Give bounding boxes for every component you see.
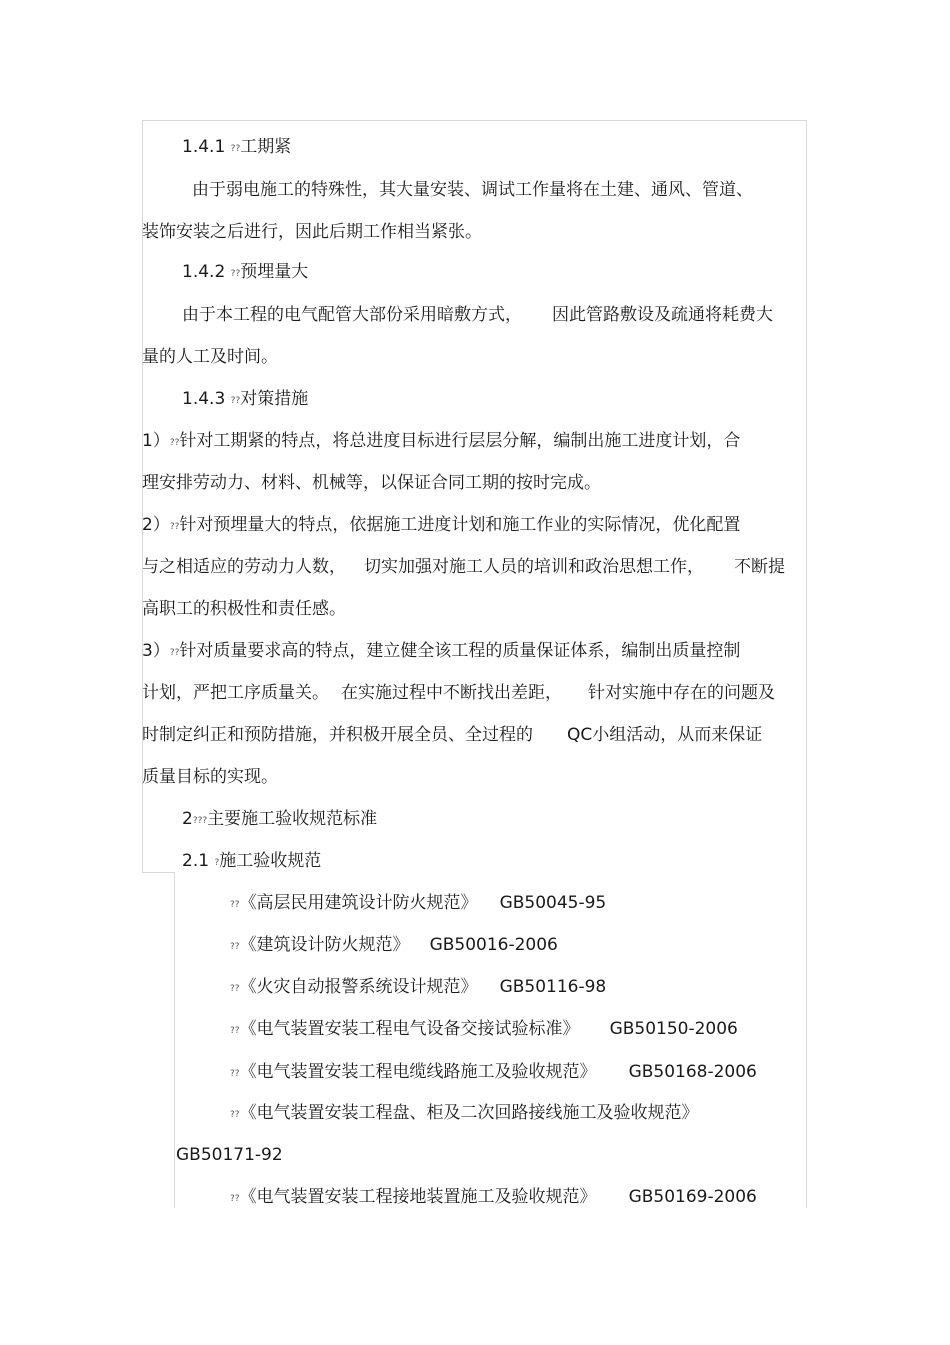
section-number: 1.4.3	[182, 389, 226, 409]
text-segment: 针对质量要求高的特点，建立健全该工程的质量保证体系，编制出质量控制	[179, 641, 741, 661]
placeholder-mark: ??	[230, 269, 241, 279]
measure-3-line	[142, 640, 740, 664]
measure-2-line	[142, 556, 785, 578]
list-number: 2）	[142, 515, 170, 535]
standard-item	[230, 1186, 757, 1210]
standard-code: GB50016-2006	[429, 935, 558, 955]
placeholder-mark: ??	[169, 438, 180, 448]
measure-2-line: 高职工的积极性和责任感。	[142, 599, 346, 619]
standard-code: GB50116-98	[499, 977, 607, 997]
placeholder-mark: ??	[230, 942, 240, 952]
standard-name: 《建筑设计防火规范》	[239, 935, 410, 955]
section-title: 预埋量大	[240, 262, 309, 282]
heading-1-4-2	[182, 261, 308, 285]
standard-name: 《电气装置安装工程电缆线路施工及验收规范》	[239, 1062, 597, 1082]
placeholder-mark: ??	[230, 900, 240, 910]
placeholder-mark: ??	[230, 144, 241, 154]
standard-code: GB50168-2006	[628, 1062, 757, 1082]
standard-code: GB50169-2006	[628, 1187, 757, 1207]
frame-step-border	[142, 872, 174, 873]
paragraph-line: 由于弱电施工的特殊性，其大量安装、调试工作量将在土建、通风、管道、	[192, 180, 753, 200]
section-number: 2	[182, 809, 193, 829]
section-number: 2.1	[182, 851, 210, 871]
text-segment: QC小组活动，从而来保证	[567, 725, 763, 745]
measure-1-line	[142, 430, 740, 454]
text-segment: 在实施过程中不断找出差距，	[341, 683, 562, 703]
section-title: 对策措施	[240, 389, 309, 409]
text-segment: 与之相适应的劳动力人数，	[142, 557, 346, 577]
frame-top-border	[142, 120, 807, 121]
measure-2-line	[142, 514, 740, 538]
standard-name: 《电气装置安装工程接地装置施工及验收规范》	[239, 1187, 597, 1207]
standard-code: GB50150-2006	[609, 1019, 738, 1039]
heading-2-1	[182, 850, 321, 874]
placeholder-mark: ??	[230, 1026, 240, 1036]
text-segment: 计划，严把工序质量关。	[142, 683, 329, 703]
placeholder-mark: ?	[214, 858, 220, 868]
placeholder-mark: ???	[192, 816, 208, 826]
section-number: 1.4.2	[182, 262, 226, 282]
standard-item	[230, 934, 558, 958]
list-number: 1）	[142, 431, 170, 451]
standard-code: GB50045-95	[499, 893, 607, 913]
standard-item	[230, 976, 606, 1000]
text-segment: 切实加强对施工人员的培训和政治思想工作，	[364, 557, 704, 577]
section-title: 主要施工验收规范标准	[207, 809, 378, 829]
standard-item	[230, 1061, 757, 1085]
standard-item	[230, 892, 606, 916]
placeholder-mark: ??	[230, 1110, 240, 1120]
section-title: 工期紧	[240, 137, 292, 157]
standard-item	[230, 1018, 738, 1042]
placeholder-mark: ??	[230, 396, 241, 406]
paragraph-line	[182, 304, 773, 326]
section-title: 施工验收规范	[219, 851, 322, 871]
paragraph-line: 装饰安装之后进行，因此后期工作相当紧张。	[142, 222, 482, 242]
standard-name: 《火灾自动报警系统设计规范》	[239, 977, 478, 997]
heading-2	[182, 808, 377, 832]
placeholder-mark: ??	[230, 1069, 240, 1079]
text-segment: 时制定纠正和预防措施，并积极开展全员、全过程的	[142, 725, 533, 745]
text-segment: 针对实施中存在的问题及	[588, 683, 775, 703]
heading-1-4-3	[182, 388, 308, 412]
section-number: 1.4.1	[182, 137, 226, 157]
standard-item	[230, 1102, 699, 1126]
placeholder-mark: ??	[169, 522, 180, 532]
standard-name: 《高层民用建筑设计防火规范》	[239, 893, 478, 913]
placeholder-mark: ??	[169, 648, 180, 658]
frame-left-border-lower	[174, 872, 175, 1208]
text-segment: 针对工期紧的特点，将总进度目标进行层层分解，编制出施工进度计划，合	[179, 431, 741, 451]
text-segment: 由于本工程的电气配管大部份采用暗敷方式，	[182, 305, 522, 325]
text-segment: 针对预埋量大的特点，依据施工进度计划和施工作业的实际情况，优化配置	[179, 515, 741, 535]
frame-right-border	[806, 120, 807, 1208]
placeholder-mark: ??	[230, 1194, 240, 1204]
paragraph-line: 量的人工及时间。	[142, 347, 278, 367]
placeholder-mark: ??	[230, 984, 240, 994]
measure-3-line	[142, 724, 762, 746]
text-segment: 因此管路敷设及疏通将耗费大	[552, 305, 773, 325]
list-number: 3）	[142, 641, 170, 661]
standard-code-wrapped: GB50171-92	[176, 1145, 283, 1165]
measure-3-line: 质量目标的实现。	[142, 767, 278, 787]
measure-1-line: 理安排劳动力、材料、机械等，以保证合同工期的按时完成。	[142, 473, 601, 493]
measure-3-line	[142, 682, 775, 704]
standard-name: 《电气装置安装工程电气设备交接试验标准》	[239, 1019, 580, 1039]
heading-1-4-1	[182, 136, 291, 160]
text-segment: 不断提	[734, 557, 785, 577]
standard-name: 《电气装置安装工程盘、柜及二次回路接线施工及验收规范》	[239, 1103, 699, 1123]
